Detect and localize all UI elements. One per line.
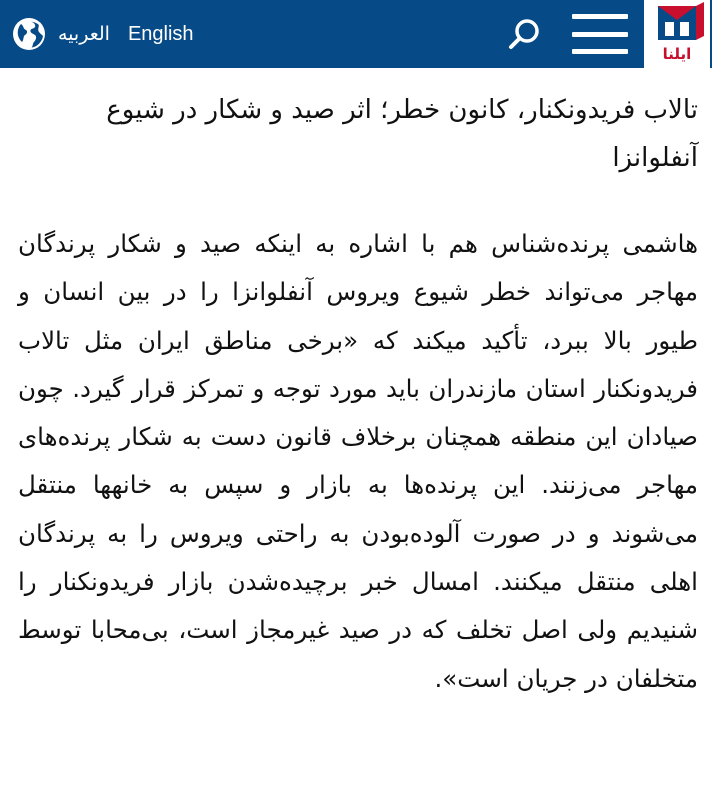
menu-bar-line: [572, 32, 628, 37]
article-title: تالاب فریدونکنار، کانون خطر؛ اثر صید و شکار در شیوع آنفلوانزا: [106, 95, 698, 173]
article-content: [18, 86, 698, 703]
article-body: هاشمی پرنده‌شناس هم با اشاره به اینکه صید و شکار پرندگان مهاجر می‌تواند خطر شیوع ویروس آنفلوانزا را در بین انسان و طیور بالا ببرد، تأکید میکند که «برخی مناطق ایران مثل تالاب فریدونکنار استان مازندران باید مورد توجه و تمرکز قرار گیرد. چون صیادان این منطقه همچنان برخلاف قانون دست به شکار پرنده‌های مهاجر می‌زنند. این پرنده‌ها به بازار و سپس به خانهها منتقل می‌شوند و در صورت آلوده‌بودن به راحتی ویروس را به پرندگان اهلی منتقل میکنند. امسال خبر برچیده‌شدن بازار فریدونکنار را شنیدیم ولی اصل تخلف که در صید غیرمجاز است، بی‌محابا توسط متخلفان در جریان است».: [18, 229, 698, 693]
menu-bar-line: [572, 14, 628, 19]
site-logo[interactable]: [644, 0, 710, 68]
search-button[interactable]: [504, 14, 546, 54]
globe-icon[interactable]: [12, 17, 46, 51]
language-english-link[interactable]: English: [127, 22, 194, 45]
menu-bar-line: [572, 49, 628, 54]
logo-wordmark: ایلنا: [662, 45, 692, 63]
language-arabic-link[interactable]: العربیه: [58, 23, 110, 45]
top-navigation-bar: [0, 0, 712, 68]
ilna-logo-mark-icon: [644, 0, 710, 46]
hamburger-menu-icon[interactable]: [572, 14, 632, 54]
search-icon: [507, 16, 543, 52]
language-switcher: [12, 0, 194, 68]
